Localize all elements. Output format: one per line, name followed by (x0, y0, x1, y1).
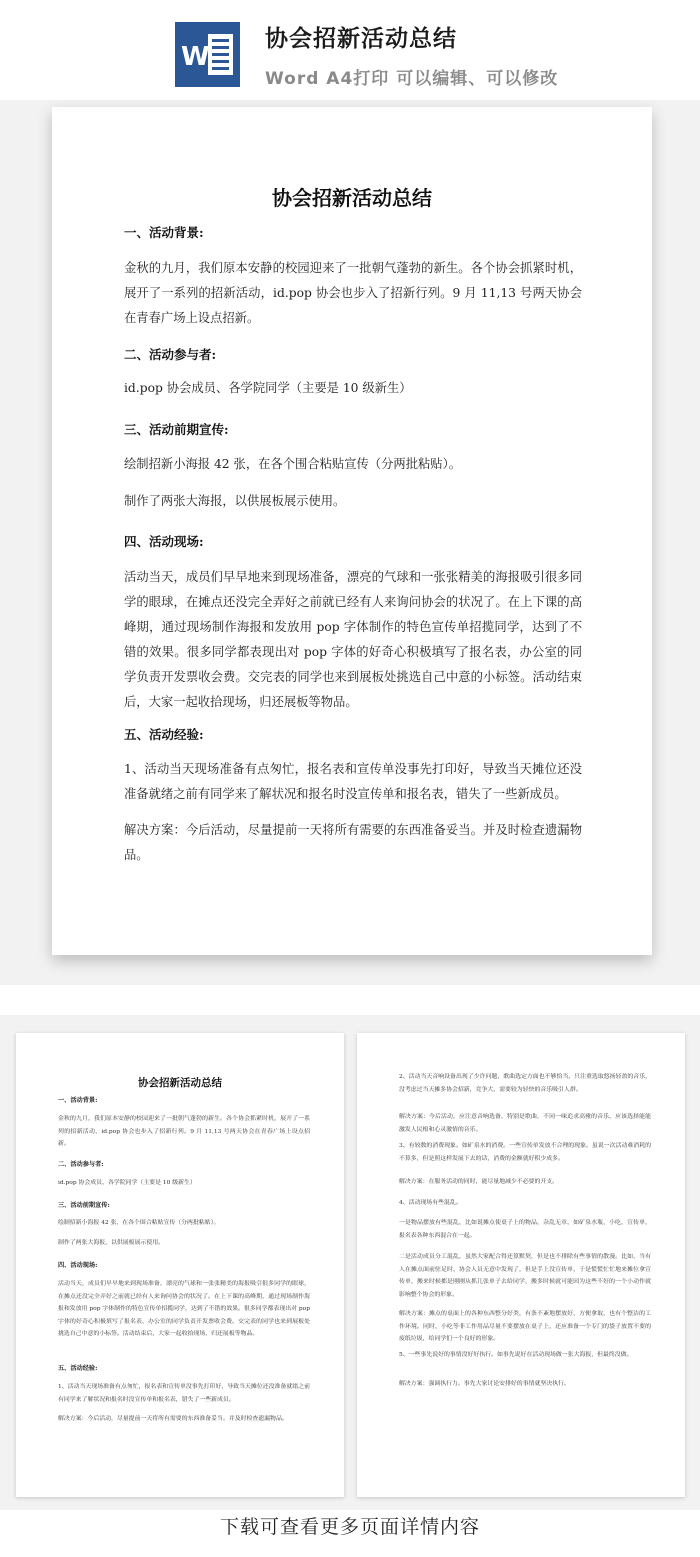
thumbnail-paragraph: 4、活动现场有些混乱。 (399, 1200, 462, 1206)
section-heading-experience: 五、活动经验: (124, 727, 204, 742)
paragraph-publicity-2: 制作了两张大海报，以供展板展示使用。 (124, 494, 346, 508)
header-subtitle: Word A4打印 可以编辑、可以修改 (265, 69, 559, 89)
section-divider (0, 985, 700, 1015)
paragraph-onsite: 活动当天，成员们早早地来到现场准备，漂亮的气球和一张张精美的海报吸引很多同学的眼球，在摊点还没完全弄好之前就已经有人来询问协会的状况了。在上下课的高峰期，通过现场制作海报和发放用 pop 字体制作的特色宣传单招揽同学，达到了不错的效果。很多同学都表现出对 pop 字体的好奇心积极填写了报名表，办公室的同学负责开发票收会费。交完表的同学也来到展板处挑选自己中意的小标签。活动结束后，大家一起收拾现场，归还展板等物品。 (124, 570, 582, 709)
thumbnail-paragraph: 解决方案：今后活动，应注意音响选备，特别是歌曲，不同一味追求高雅的音乐，应该选择能能激发人民根和心灵激情的音乐。 (399, 1114, 651, 1133)
paragraph-background: 金秋的九月，我们原本安静的校园迎来了一批朝气蓬勃的新生。各个协会抓紧时机，展开了一系列的招新活动，id.pop 协会也步入了招新行列。9 月 11,13 号两天协会在青春广场上设点招新。 (124, 261, 582, 325)
thumbnail-paragraph: 一是物品摆放有些混乱，比如说摊点使桌子上的物品，杂乱无章，如矿泉水瓶，小吃，宣传单，报名表各种东西混合在一起。 (399, 1220, 651, 1239)
page-thumbnail-2[interactable] (357, 1033, 685, 1497)
thumbnail-heading: 二、活动参与者: (58, 1161, 104, 1168)
thumbnail-paragraph: 解决方案：强调执行力。事先大家讨论安排好的事情就坚决执行。 (399, 1381, 570, 1387)
thumbnail-heading: 四、活动现场: (58, 1262, 98, 1269)
thumbnail-paragraph: 活动当天，成员们早早地来到现场准备，漂亮的气球和一张张精美的海报吸引很多同学的眼球，在摊点还没完全弄好之前就已经有人来询问协会的状况了。在上下课的高峰期，通过现场制作海报和发放用 pop 字体制作的特色宣传单招揽同学，达到了不错的效果。很多同学都表现出对 pop 字体的好奇心积极填写了报名表，办公室的同学负责开发票收会费。交完表的同学也来到展板处挑选自己中意的小标签。活动结束后，大家一起收拾现场，归还展板等物品。 (58, 1281, 310, 1337)
section-heading-onsite: 四、活动现场: (124, 534, 204, 549)
thumbnail-paragraph: 制作了两张大海报，以供展板展示使用。 (58, 1240, 165, 1246)
paragraph-publicity-1: 绘制招新小海报 42 张，在各个围合粘贴宣传（分两批粘贴）。 (124, 457, 462, 471)
word-document-icon (175, 22, 240, 87)
thumbnail-paragraph: id.pop 协会成员、各学院同学（主要是 10 级新生） (58, 1180, 196, 1186)
thumbnail-heading: 一、活动背景: (58, 1097, 98, 1104)
thumbnail-paragraph: 解决方案：在服务活动的同时，能尽量地减少不必要的开支。 (399, 1179, 559, 1185)
thumbnail-paragraph: 二是活动成员分工混乱，虽然大家配合得还算默契，但是也不排除有些事情的散漫。比如，当有人在摊点面前驻足时，协会人员无意中发现了，但是手上没宣传单，于是慌慌忙忙地来摊位拿宣传单，搬来时候都是刚刚从抓几张单子去给同学，搬多时候就可能因为这些不好的一个小动作就影响整个协会的形象。 (399, 1254, 651, 1298)
page-thumbnail-1[interactable] (16, 1033, 344, 1497)
document-page-preview (52, 107, 652, 955)
thumbnail-paragraph: 1、活动当天现场准备有点匆忙，报名表和宣传单没事先打印好，导致当天摊位还没准备就绪之前有同学来了解状况和报名时没宣传单和报名表，错失了一些新成员。 (58, 1384, 310, 1403)
thumbnail-paragraph: 3、有较数的消费现象。如矿泉水的消费。一些宣传单发放不合理的现象。虽说一次活动难消耗的不算多，但是照这样发展下去的话，消费的金额就好积少成多。 (399, 1143, 651, 1162)
thumbnail-title: 协会招新活动总结 (138, 1077, 222, 1089)
word-icon-letter: W (181, 42, 210, 72)
thumbnail-paragraph: 解决方案：今后活动，尽量提前一天将所有需要的东西准备妥当。并及时检查遗漏物品。 (58, 1416, 288, 1422)
header-title: 协会招新活动总结 (265, 26, 457, 52)
header (0, 0, 700, 100)
thumbnail-paragraph: 金秋的九月，我们原本安静的校园迎来了一批朝气蓬勃的新生。各个协会抓紧时机，展开了一系列的招新活动，id.pop 协会也步入了招新行列。9 月 11,13 号两天协会在青春广场上设点招新。 (58, 1116, 310, 1147)
paragraph-experience-1: 1、活动当天现场准备有点匆忙，报名表和宣传单没事先打印好，导致当天摊位还没准备就绪之前有同学来了解状况和报名时没宣传单和报名表，错失了一些新成员。 (124, 762, 582, 801)
thumbnail-heading: 五、活动经验: (58, 1365, 98, 1372)
download-more-link[interactable]: 下载可查看更多页面详情内容 (219, 1516, 480, 1538)
thumbnail-paragraph: 2、活动当天音响设备出现了少许问题，歌曲选定方面也不够恰当，只注重选取悠扬轻盈的音乐，没考虑过当天摊多协会招新，竞争大，需要较为轻快的音乐吸引人群。 (399, 1074, 651, 1093)
document-title: 协会招新活动总结 (272, 186, 432, 210)
section-heading-background: 一、活动背景: (124, 225, 204, 240)
thumbnail-paragraph: 解决方案：摊点的桌面上的各种东西整分好类，有条不紊地摆放好，方便拿取，也有个整洁的工作环境。同时，小吃等非工作用品尽量不要摆放在桌子上，还应准备一个专门的袋子放置不要的废纸垃圾，给同学们一个良好的形象。 (399, 1311, 651, 1342)
thumbnail-paragraph: 绘制招新小海报 42 张，在各个围合粘贴宣传（分两批粘贴）。 (58, 1220, 220, 1226)
paragraph-experience-2: 解决方案：今后活动，尽量提前一天将所有需要的东西准备妥当。并及时检查遗漏物品。 (124, 823, 582, 862)
thumbnail-heading: 三、活动前期宣传: (58, 1202, 110, 1209)
paragraph-participants: id.pop 协会成员、各学院同学（主要是 10 级新生） (124, 381, 412, 395)
section-heading-publicity: 三、活动前期宣传: (124, 422, 229, 437)
section-heading-participants: 二、活动参与者: (124, 347, 217, 362)
thumbnail-paragraph: 5、一些事先说好的事情没好好执行。如事先说好在活动现场做一张大海报，但最终没做。 (399, 1352, 633, 1358)
